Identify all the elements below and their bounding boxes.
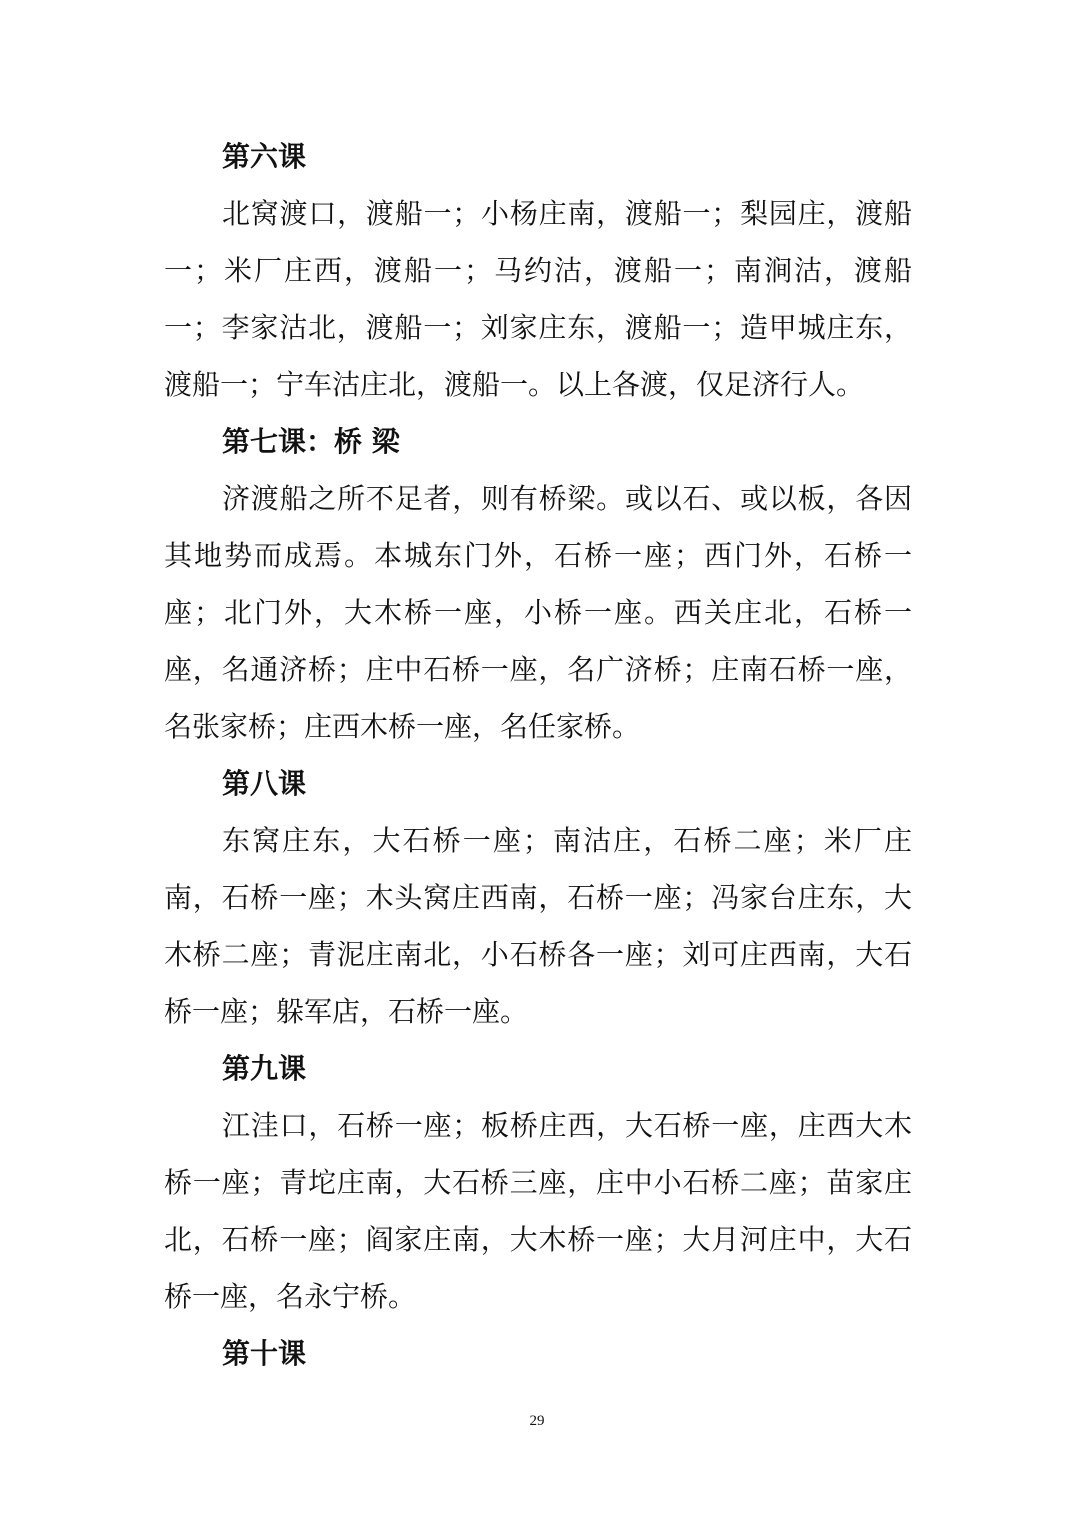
lesson-6-text: 北窝渡口，渡船一；小杨庄南，渡船一；梨园庄，渡船一；米厂庄西，渡船一；马约沽，渡船一；南涧沽，渡船一；李家沽北，渡船一；刘家庄东，渡船一；造甲城庄东，渡船一；宁车沽庄北，渡船一。以上各渡，仅足济行人。 [164, 197, 912, 401]
lesson-6-heading: 第六课 [222, 140, 307, 173]
lesson-7-heading: 第七课：桥 梁 [222, 425, 400, 458]
page-content [164, 128, 912, 1382]
lesson-9-heading: 第九课 [222, 1052, 307, 1085]
lesson-10-heading: 第十课 [222, 1337, 307, 1370]
page-number: 29 [529, 1413, 545, 1429]
lesson-8-text: 东窝庄东，大石桥一座；南沽庄，石桥二座；米厂庄南，石桥一座；木头窝庄西南，石桥一座；冯家台庄东，大木桥二座；青泥庄南北，小石桥各一座；刘可庄西南，大石桥一座；躲军店，石桥一座。 [164, 824, 912, 1028]
lesson-7-text: 济渡船之所不足者，则有桥梁。或以石、或以板，各因其地势而成焉。本城东门外，石桥一座；西门外，石桥一座；北门外，大木桥一座，小桥一座。西关庄北，石桥一座，名通济桥；庄中石桥一座，名广济桥；庄南石桥一座，名张家桥；庄西木桥一座，名任家桥。 [164, 482, 912, 743]
lesson-9-text: 江洼口，石桥一座；板桥庄西，大石桥一座，庄西大木桥一座；青坨庄南，大石桥三座，庄中小石桥二座；苗家庄北，石桥一座；阎家庄南，大木桥一座；大月河庄中，大石桥一座，名永宁桥。 [164, 1109, 912, 1313]
lesson-8-heading: 第八课 [222, 767, 307, 800]
